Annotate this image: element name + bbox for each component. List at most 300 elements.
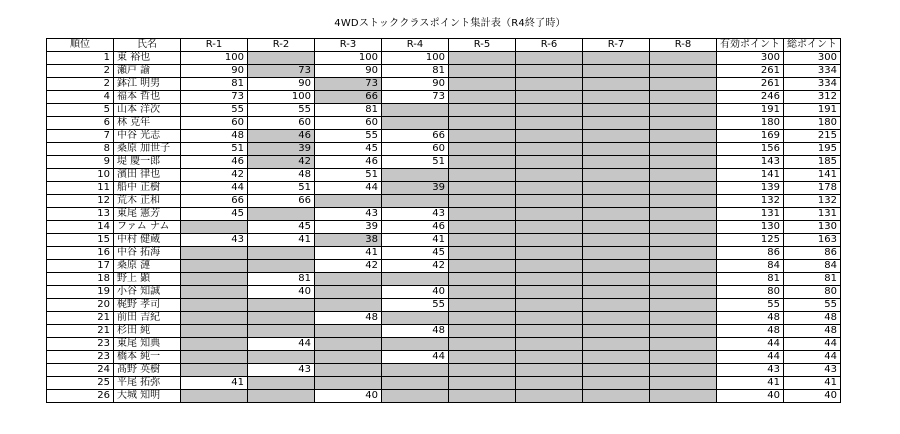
round-6-points-cell xyxy=(516,104,583,117)
round-3-points-cell: 51 xyxy=(315,169,382,182)
round-3-points-cell xyxy=(315,325,382,338)
effective-points-cell: 48 xyxy=(717,325,784,338)
round-5-points-cell xyxy=(449,273,516,286)
round-4-points-cell: 45 xyxy=(382,247,449,260)
round-4-points-cell xyxy=(382,377,449,390)
round-3-points-cell xyxy=(315,377,382,390)
round-7-points-cell xyxy=(583,390,650,403)
round-6-points-cell xyxy=(516,221,583,234)
rank-cell: 21 xyxy=(47,312,114,325)
round-4-points-cell: 40 xyxy=(382,286,449,299)
round-5-points-cell xyxy=(449,104,516,117)
table-row xyxy=(47,169,841,182)
round-8-points-cell xyxy=(650,169,717,182)
round-4-points-cell: 39 xyxy=(382,182,449,195)
effective-points-cell: 139 xyxy=(717,182,784,195)
round-8-points-cell xyxy=(650,247,717,260)
round-8-points-cell xyxy=(650,286,717,299)
name-cell: 杉田 純 xyxy=(114,325,181,338)
round-2-points-cell: 90 xyxy=(248,78,315,91)
round-3-points-cell xyxy=(315,351,382,364)
table-body xyxy=(47,52,841,403)
round-1-points-cell xyxy=(181,325,248,338)
total-points-cell: 131 xyxy=(784,208,841,221)
total-points-cell: 43 xyxy=(784,364,841,377)
rank-cell: 2 xyxy=(47,65,114,78)
name-cell: 橋本 純一 xyxy=(114,351,181,364)
round-8-points-cell xyxy=(650,208,717,221)
round-6-points-cell xyxy=(516,234,583,247)
round-8-points-cell xyxy=(650,65,717,78)
round-5-points-cell xyxy=(449,234,516,247)
round-4-points-cell: 73 xyxy=(382,91,449,104)
round-5-points-cell xyxy=(449,312,516,325)
effective-points-cell: 131 xyxy=(717,208,784,221)
name-cell: 梶野 孝司 xyxy=(114,299,181,312)
round-6-points-cell xyxy=(516,351,583,364)
round-2-points-cell: 43 xyxy=(248,364,315,377)
round-8-points-cell xyxy=(650,130,717,143)
table-row xyxy=(47,195,841,208)
round-3-points-cell xyxy=(315,364,382,377)
round-8-points-cell xyxy=(650,195,717,208)
round-6-points-cell xyxy=(516,208,583,221)
round-5-points-cell xyxy=(449,351,516,364)
round-7-points-cell xyxy=(583,299,650,312)
effective-points-cell: 44 xyxy=(717,338,784,351)
rank-cell: 2 xyxy=(47,78,114,91)
total-points-cell: 180 xyxy=(784,117,841,130)
round-7-points-cell xyxy=(583,78,650,91)
round-2-points-cell: 46 xyxy=(248,130,315,143)
round-2-points-cell: 41 xyxy=(248,234,315,247)
round-7-points-cell xyxy=(583,234,650,247)
round-1-points-cell xyxy=(181,260,248,273)
rank-cell: 12 xyxy=(47,195,114,208)
effective-points-cell: 180 xyxy=(717,117,784,130)
round-2-points-cell xyxy=(248,299,315,312)
table-row xyxy=(47,78,841,91)
round-3-points-cell: 44 xyxy=(315,182,382,195)
round-5-points-cell xyxy=(449,117,516,130)
table-row xyxy=(47,351,841,364)
round-1-points-cell: 41 xyxy=(181,377,248,390)
round-2-points-cell: 45 xyxy=(248,221,315,234)
total-points-cell: 141 xyxy=(784,169,841,182)
round-7-points-cell xyxy=(583,364,650,377)
round-7-points-cell xyxy=(583,52,650,65)
effective-points-cell: 55 xyxy=(717,299,784,312)
round-5-points-cell xyxy=(449,91,516,104)
round-5-points-cell xyxy=(449,377,516,390)
table-row xyxy=(47,286,841,299)
effective-points-cell: 43 xyxy=(717,364,784,377)
rank-cell: 9 xyxy=(47,156,114,169)
rank-cell: 1 xyxy=(47,52,114,65)
name-cell: 荒木 正和 xyxy=(114,195,181,208)
round-4-points-cell xyxy=(382,169,449,182)
round-1-points-cell: 66 xyxy=(181,195,248,208)
round-8-points-cell xyxy=(650,351,717,364)
round-4-points-cell: 44 xyxy=(382,351,449,364)
round-4-points-cell: 48 xyxy=(382,325,449,338)
name-cell: 東尾 憲芳 xyxy=(114,208,181,221)
round-5-points-cell xyxy=(449,78,516,91)
round-6-points-cell xyxy=(516,299,583,312)
round-2-points-cell: 42 xyxy=(248,156,315,169)
round-2-points-cell xyxy=(248,351,315,364)
round-4-points-cell: 60 xyxy=(382,143,449,156)
effective-points-cell: 143 xyxy=(717,156,784,169)
round-8-points-cell xyxy=(650,91,717,104)
total-points-cell: 215 xyxy=(784,130,841,143)
effective-points-cell: 41 xyxy=(717,377,784,390)
effective-points-cell: 81 xyxy=(717,273,784,286)
name-cell: 瀬戸 諭 xyxy=(114,65,181,78)
effective-points-cell: 261 xyxy=(717,78,784,91)
header-r4: R-4 xyxy=(382,39,449,52)
table-row xyxy=(47,182,841,195)
round-6-points-cell xyxy=(516,286,583,299)
table-row xyxy=(47,338,841,351)
round-5-points-cell xyxy=(449,221,516,234)
total-points-cell: 132 xyxy=(784,195,841,208)
effective-points-cell: 191 xyxy=(717,104,784,117)
table-row xyxy=(47,208,841,221)
round-5-points-cell xyxy=(449,286,516,299)
round-5-points-cell xyxy=(449,247,516,260)
round-5-points-cell xyxy=(449,364,516,377)
table-row xyxy=(47,377,841,390)
rank-cell: 16 xyxy=(47,247,114,260)
name-cell: 東尾 知典 xyxy=(114,338,181,351)
effective-points-cell: 80 xyxy=(717,286,784,299)
table-row xyxy=(47,156,841,169)
round-7-points-cell xyxy=(583,325,650,338)
round-7-points-cell xyxy=(583,143,650,156)
round-8-points-cell xyxy=(650,52,717,65)
table-row xyxy=(47,390,841,403)
rank-cell: 8 xyxy=(47,143,114,156)
round-4-points-cell: 81 xyxy=(382,65,449,78)
total-points-cell: 80 xyxy=(784,286,841,299)
round-2-points-cell xyxy=(248,390,315,403)
round-3-points-cell: 42 xyxy=(315,260,382,273)
name-cell: 山本 洋次 xyxy=(114,104,181,117)
round-5-points-cell xyxy=(449,169,516,182)
round-8-points-cell xyxy=(650,260,717,273)
round-6-points-cell xyxy=(516,91,583,104)
round-3-points-cell: 38 xyxy=(315,234,382,247)
round-5-points-cell xyxy=(449,182,516,195)
name-cell: 野上 顕 xyxy=(114,273,181,286)
round-6-points-cell xyxy=(516,377,583,390)
round-7-points-cell xyxy=(583,377,650,390)
round-7-points-cell xyxy=(583,104,650,117)
round-7-points-cell xyxy=(583,91,650,104)
name-cell: 中谷 拓海 xyxy=(114,247,181,260)
round-2-points-cell xyxy=(248,312,315,325)
round-7-points-cell xyxy=(583,208,650,221)
rank-cell: 13 xyxy=(47,208,114,221)
header-r6: R-6 xyxy=(516,39,583,52)
rank-cell: 23 xyxy=(47,351,114,364)
round-1-points-cell: 90 xyxy=(181,65,248,78)
table-row xyxy=(47,312,841,325)
round-6-points-cell xyxy=(516,390,583,403)
round-4-points-cell xyxy=(382,104,449,117)
header-r8: R-8 xyxy=(650,39,717,52)
total-points-cell: 334 xyxy=(784,65,841,78)
round-4-points-cell: 55 xyxy=(382,299,449,312)
round-4-points-cell xyxy=(382,390,449,403)
round-6-points-cell xyxy=(516,195,583,208)
table-row xyxy=(47,65,841,78)
round-3-points-cell xyxy=(315,286,382,299)
round-6-points-cell xyxy=(516,182,583,195)
table-row xyxy=(47,117,841,130)
round-3-points-cell xyxy=(315,195,382,208)
round-7-points-cell xyxy=(583,130,650,143)
round-1-points-cell xyxy=(181,390,248,403)
table-row xyxy=(47,221,841,234)
round-2-points-cell: 40 xyxy=(248,286,315,299)
name-cell: 平尾 拓弥 xyxy=(114,377,181,390)
rank-cell: 10 xyxy=(47,169,114,182)
name-cell: 桑原 漣 xyxy=(114,260,181,273)
effective-points-cell: 261 xyxy=(717,65,784,78)
header-r2: R-2 xyxy=(248,39,315,52)
round-2-points-cell: 81 xyxy=(248,273,315,286)
round-5-points-cell xyxy=(449,338,516,351)
round-4-points-cell: 43 xyxy=(382,208,449,221)
round-2-points-cell: 55 xyxy=(248,104,315,117)
round-2-points-cell xyxy=(248,377,315,390)
round-4-points-cell xyxy=(382,195,449,208)
round-1-points-cell: 73 xyxy=(181,91,248,104)
header-r5: R-5 xyxy=(449,39,516,52)
round-1-points-cell xyxy=(181,247,248,260)
round-8-points-cell xyxy=(650,377,717,390)
round-8-points-cell xyxy=(650,234,717,247)
total-points-cell: 86 xyxy=(784,247,841,260)
rank-cell: 26 xyxy=(47,390,114,403)
rank-cell: 17 xyxy=(47,260,114,273)
round-6-points-cell xyxy=(516,117,583,130)
round-8-points-cell xyxy=(650,338,717,351)
round-2-points-cell xyxy=(248,247,315,260)
rank-cell: 20 xyxy=(47,299,114,312)
total-points-cell: 191 xyxy=(784,104,841,117)
effective-points-cell: 40 xyxy=(717,390,784,403)
round-5-points-cell xyxy=(449,130,516,143)
round-1-points-cell: 48 xyxy=(181,130,248,143)
round-5-points-cell xyxy=(449,208,516,221)
round-1-points-cell xyxy=(181,351,248,364)
total-points-cell: 44 xyxy=(784,351,841,364)
round-7-points-cell xyxy=(583,351,650,364)
total-points-cell: 163 xyxy=(784,234,841,247)
total-points-cell: 312 xyxy=(784,91,841,104)
round-1-points-cell: 100 xyxy=(181,52,248,65)
round-2-points-cell xyxy=(248,325,315,338)
round-1-points-cell xyxy=(181,273,248,286)
round-7-points-cell xyxy=(583,338,650,351)
round-2-points-cell: 39 xyxy=(248,143,315,156)
total-points-cell: 81 xyxy=(784,273,841,286)
header-row xyxy=(47,39,841,52)
round-6-points-cell xyxy=(516,65,583,78)
name-cell: 髙野 英樹 xyxy=(114,364,181,377)
name-cell: 大城 知明 xyxy=(114,390,181,403)
rank-cell: 14 xyxy=(47,221,114,234)
name-cell: 林 克年 xyxy=(114,117,181,130)
round-7-points-cell xyxy=(583,182,650,195)
round-2-points-cell xyxy=(248,208,315,221)
round-4-points-cell: 51 xyxy=(382,156,449,169)
round-1-points-cell: 43 xyxy=(181,234,248,247)
round-7-points-cell xyxy=(583,195,650,208)
round-8-points-cell xyxy=(650,104,717,117)
name-cell: 中村 健蔵 xyxy=(114,234,181,247)
round-1-points-cell xyxy=(181,286,248,299)
round-5-points-cell xyxy=(449,260,516,273)
round-4-points-cell xyxy=(382,364,449,377)
round-2-points-cell xyxy=(248,260,315,273)
round-8-points-cell xyxy=(650,117,717,130)
name-cell: 濱田 律也 xyxy=(114,169,181,182)
name-cell: 小谷 知誠 xyxy=(114,286,181,299)
table-row xyxy=(47,143,841,156)
rank-cell: 6 xyxy=(47,117,114,130)
total-points-cell: 41 xyxy=(784,377,841,390)
round-3-points-cell: 90 xyxy=(315,65,382,78)
effective-points-cell: 141 xyxy=(717,169,784,182)
table-row xyxy=(47,325,841,338)
round-4-points-cell: 66 xyxy=(382,130,449,143)
round-3-points-cell: 45 xyxy=(315,143,382,156)
round-5-points-cell xyxy=(449,156,516,169)
effective-points-cell: 48 xyxy=(717,312,784,325)
round-4-points-cell xyxy=(382,312,449,325)
round-1-points-cell xyxy=(181,338,248,351)
round-8-points-cell xyxy=(650,78,717,91)
round-5-points-cell xyxy=(449,390,516,403)
rank-cell: 25 xyxy=(47,377,114,390)
round-6-points-cell xyxy=(516,247,583,260)
table-row xyxy=(47,364,841,377)
round-4-points-cell: 90 xyxy=(382,78,449,91)
name-cell: 船中 正樹 xyxy=(114,182,181,195)
name-cell: 東 裕也 xyxy=(114,52,181,65)
table-row xyxy=(47,273,841,286)
table-row xyxy=(47,260,841,273)
round-6-points-cell xyxy=(516,130,583,143)
effective-points-cell: 44 xyxy=(717,351,784,364)
total-points-cell: 130 xyxy=(784,221,841,234)
round-7-points-cell xyxy=(583,273,650,286)
rank-cell: 4 xyxy=(47,91,114,104)
round-8-points-cell xyxy=(650,312,717,325)
round-1-points-cell: 46 xyxy=(181,156,248,169)
sheet-title: 4WDストッククラスポイント集計表（R4終了時） xyxy=(334,18,566,29)
total-points-cell: 178 xyxy=(784,182,841,195)
name-cell: 福本 哲也 xyxy=(114,91,181,104)
round-8-points-cell xyxy=(650,182,717,195)
header-effective-points: 有効ポイント xyxy=(717,39,784,52)
round-3-points-cell: 43 xyxy=(315,208,382,221)
round-4-points-cell: 42 xyxy=(382,260,449,273)
round-5-points-cell xyxy=(449,325,516,338)
round-6-points-cell xyxy=(516,312,583,325)
round-7-points-cell xyxy=(583,286,650,299)
table-row xyxy=(47,247,841,260)
round-3-points-cell: 73 xyxy=(315,78,382,91)
rank-cell: 19 xyxy=(47,286,114,299)
round-6-points-cell xyxy=(516,260,583,273)
round-3-points-cell: 46 xyxy=(315,156,382,169)
total-points-cell: 55 xyxy=(784,299,841,312)
round-4-points-cell xyxy=(382,117,449,130)
round-7-points-cell xyxy=(583,247,650,260)
round-4-points-cell: 41 xyxy=(382,234,449,247)
table-row xyxy=(47,104,841,117)
rank-cell: 21 xyxy=(47,325,114,338)
round-3-points-cell: 66 xyxy=(315,91,382,104)
round-3-points-cell: 60 xyxy=(315,117,382,130)
rank-cell: 7 xyxy=(47,130,114,143)
round-5-points-cell xyxy=(449,52,516,65)
effective-points-cell: 169 xyxy=(717,130,784,143)
round-1-points-cell xyxy=(181,299,248,312)
round-5-points-cell xyxy=(449,143,516,156)
round-1-points-cell xyxy=(181,364,248,377)
round-2-points-cell: 100 xyxy=(248,91,315,104)
round-4-points-cell xyxy=(382,273,449,286)
round-3-points-cell xyxy=(315,299,382,312)
round-6-points-cell xyxy=(516,52,583,65)
effective-points-cell: 84 xyxy=(717,260,784,273)
round-8-points-cell xyxy=(650,273,717,286)
round-1-points-cell xyxy=(181,221,248,234)
effective-points-cell: 132 xyxy=(717,195,784,208)
round-2-points-cell: 48 xyxy=(248,169,315,182)
total-points-cell: 84 xyxy=(784,260,841,273)
rank-cell: 15 xyxy=(47,234,114,247)
round-7-points-cell xyxy=(583,117,650,130)
round-4-points-cell: 46 xyxy=(382,221,449,234)
round-7-points-cell xyxy=(583,169,650,182)
header-r7: R-7 xyxy=(583,39,650,52)
table-row xyxy=(47,52,841,65)
round-6-points-cell xyxy=(516,364,583,377)
total-points-cell: 195 xyxy=(784,143,841,156)
header-r1: R-1 xyxy=(181,39,248,52)
round-3-points-cell: 55 xyxy=(315,130,382,143)
total-points-cell: 48 xyxy=(784,325,841,338)
round-6-points-cell xyxy=(516,78,583,91)
round-8-points-cell xyxy=(650,364,717,377)
round-6-points-cell xyxy=(516,156,583,169)
round-4-points-cell xyxy=(382,338,449,351)
effective-points-cell: 125 xyxy=(717,234,784,247)
rank-cell: 23 xyxy=(47,338,114,351)
round-3-points-cell xyxy=(315,273,382,286)
round-3-points-cell: 48 xyxy=(315,312,382,325)
rank-cell: 11 xyxy=(47,182,114,195)
name-cell: 中谷 光志 xyxy=(114,130,181,143)
round-1-points-cell: 44 xyxy=(181,182,248,195)
